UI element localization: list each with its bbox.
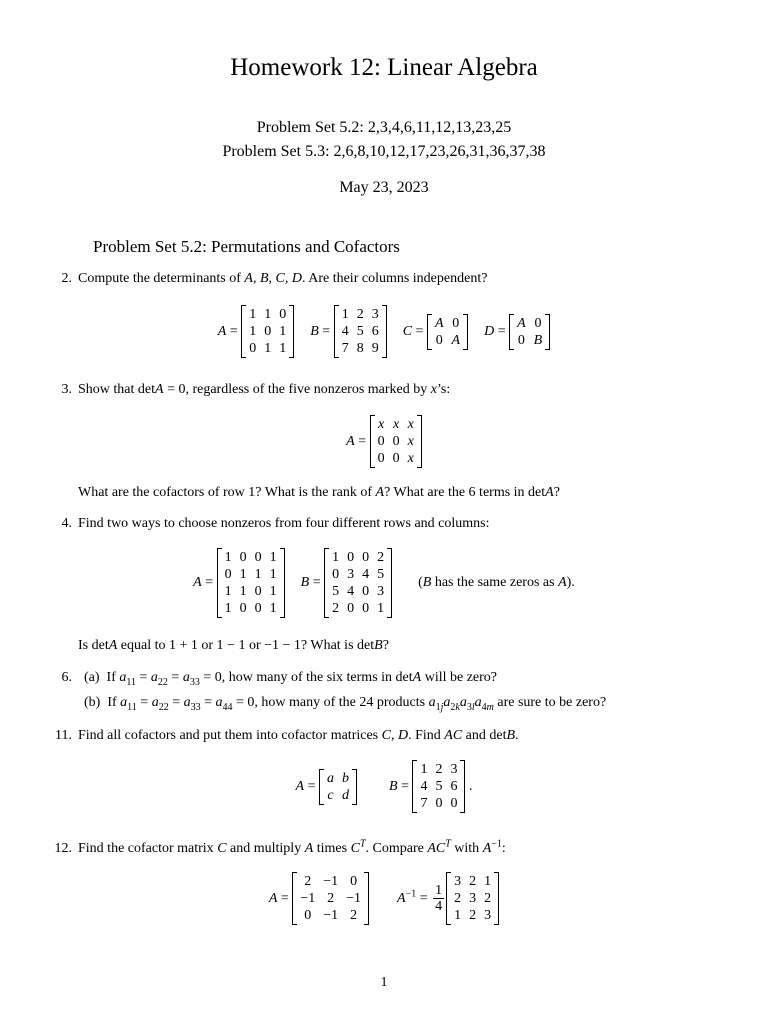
matrix-entry: 1 [484,874,492,889]
matrix-b-group: B = 1 2 3 4 5 6 7 0 0 . [389,762,473,811]
problem-text: Find all cofactors and put them into cofactor matrices C, D. Find AC and detB. [78,728,519,743]
matrix-entry: −1 [300,891,316,906]
problem-text: Compute the determinants of A, B, C, D. Are their columns independent? [78,271,488,286]
matrix-entry: 2 [435,762,443,777]
matrix-entry: 3 [377,584,385,599]
question-text: Is detA equal to 1 + 1 or 1 − 1 or −1 − 1? What is detB? [78,638,389,653]
matrix-entry: −1 [346,891,362,906]
matrix-c [427,314,468,350]
matrix-entry: d [342,787,349,803]
matrix-entry: 3 [484,908,492,923]
matrix-entry: −1 [323,874,339,889]
matrix-entry: 1 [269,584,277,599]
matrix-b-group: B = 1 2 3 4 5 6 7 8 9 [310,305,386,358]
matrix-d-group: D = A 0 0 B [484,314,550,350]
matrix-entry: 2 [350,908,358,923]
matrix-entry: 0 [239,601,247,616]
matrix-entry: 1 [377,601,385,616]
matrix-entry: 0 [362,584,370,599]
matrix-entry: 4 [420,779,428,794]
matrix-entry: 3 [371,307,379,322]
problem-set-53-list: Problem Set 5.3: 2,6,8,10,12,17,23,26,31,36,37,38 [222,143,546,160]
matrix-a-group: A = a b c d [296,769,357,805]
matrix-entry: 3 [469,891,477,906]
matrix-entry: 3 [450,762,458,777]
matrix-b [324,548,392,618]
matrix-b-group: B = 1 0 0 2 0 3 4 5 5 4 0 3 2 0 0 1 [301,548,392,618]
matrix-entry: x [407,451,414,466]
matrix-entry: 0 [254,550,262,565]
problem-number: 6. [61,670,72,685]
matrix-b [334,305,387,358]
matrix-b [412,760,465,813]
matrix-a-group: A = 1 1 0 1 0 1 0 1 1 [218,305,294,358]
matrix-entry: 0 [332,567,340,582]
matrix-entry: 0 [392,451,400,466]
page-number: 1 [380,975,388,990]
matrix-entry: c [327,787,334,803]
matrix-entry: 2 [356,307,364,322]
matrix-entry: x [407,417,414,432]
matrix-entry: 1 [249,307,257,322]
question-text: What are the cofactors of row 1? What is the rank of A? What are the 6 terms in detA? [78,485,560,500]
matrix-entry: 3 [454,874,462,889]
problem-12-matrices [0,872,768,925]
matrix-entry: 0 [264,324,272,339]
matrix-entry: 1 [341,307,349,322]
matrix-entry: 8 [356,341,364,356]
problem-4-note: (B has the same zeros as A). [418,575,575,590]
matrix-entry: 0 [517,332,525,348]
matrix-entry: A [451,332,461,348]
matrix-entry: 6 [450,779,458,794]
matrix-entry: 7 [420,796,428,811]
matrix-entry: 0 [347,601,355,616]
matrix-entry: 0 [350,874,358,889]
matrix-entry: 0 [392,434,400,449]
matrix-c-group: C = A 0 0 A [403,314,468,350]
date: May 23, 2023 [339,179,429,196]
matrix-entry: 1 [264,341,272,356]
matrix-entry: 7 [341,341,349,356]
matrix-entry: 2 [454,891,462,906]
matrix-entry: 0 [254,601,262,616]
problem-number: 4. [61,516,72,531]
part-a: (a) If $a_{11} = a_{22} = a_{33} = 0$, how many of the six terms in detA will be zero? [84,670,497,688]
matrix-entry: x [378,417,385,432]
matrix-entry: a [327,770,334,786]
matrix-entry: 1 [249,324,257,339]
matrix-entry: 4 [347,584,355,599]
matrix-entry: 2 [327,891,335,906]
matrix-entry: 0 [362,601,370,616]
matrix-a [319,769,357,805]
matrix-a-group: A = 2 −1 0 −1 2 −1 0 −1 2 [269,872,369,925]
matrix-entry: 0 [224,567,232,582]
matrix-entry: 0 [239,550,247,565]
matrix-d [509,314,550,350]
matrix-entry: 2 [332,601,340,616]
matrix-entry: 0 [304,908,312,923]
matrix-entry: 1 [420,762,428,777]
matrix-a [241,305,294,358]
matrix-entry: 0 [452,315,460,331]
matrix-entry: 1 [224,601,232,616]
matrix-entry: 1 [254,567,262,582]
matrix-entry: 1 [264,307,272,322]
matrix-entry: 0 [279,307,287,322]
matrix-entry: 1 [239,584,247,599]
problem-text: Show that detA = 0, regardless of the five nonzeros marked by x’s: [78,382,451,397]
matrix-entry: 5 [435,779,443,794]
matrix-a-group: A = x x x 0 0 x 0 0 x [346,415,422,468]
matrix-entry: 1 [279,341,287,356]
matrix-entry: 1 [279,324,287,339]
matrix-entry: 1 [269,567,277,582]
matrix-entry: 2 [484,891,492,906]
matrix-entry: 1 [269,601,277,616]
matrix-ainv [446,872,499,925]
matrix-entry: x [407,434,414,449]
matrix-entry: 5 [332,584,340,599]
matrix-entry: 1 [332,550,340,565]
matrix-entry: x [393,417,400,432]
matrix-a [370,415,422,468]
matrix-entry: 4 [362,567,370,582]
matrix-entry: A [517,315,526,331]
problem-text: Find the cofactor matrix C and multiply A times $C^T$. Compare $AC^T$ with $A^{-1}$: [78,838,506,856]
matrix-entry: B [533,332,543,348]
fraction: $\frac{1}{4}$ [435,883,443,914]
problem-2-matrices [0,305,768,358]
problem-number: 3. [61,382,72,397]
matrix-entry: 4 [341,324,349,339]
matrix-entry: 2 [377,550,385,565]
matrix-entry: 0 [435,796,443,811]
problem-number: 11. [55,728,72,743]
matrix-ainv-group: $A^{-1}$ = $\frac{1}{4}$ 3 2 1 2 3 2 1 2 3 [397,872,499,925]
matrix-entry: 9 [371,341,379,356]
matrix-entry: 0 [254,584,262,599]
matrix-entry: 0 [377,434,385,449]
matrix-entry: 3 [347,567,355,582]
matrix-entry: 1 [454,908,462,923]
matrix-entry: 1 [224,550,232,565]
page-title: Homework 12: Linear Algebra [230,54,538,81]
problem-11-matrices [0,760,768,813]
matrix-entry: 0 [435,332,443,348]
matrix-a [292,872,369,925]
problem-set-52-list: Problem Set 5.2: 2,3,4,6,11,12,13,23,25 [256,119,512,136]
section-title: Problem Set 5.2: Permutations and Cofactors [93,237,400,256]
matrix-entry: 1 [239,567,247,582]
matrix-entry: 6 [371,324,379,339]
matrix-entry: −1 [323,908,339,923]
matrix-entry: 0 [450,796,458,811]
matrix-entry: 2 [304,874,312,889]
matrix-entry: 2 [469,908,477,923]
part-b: (b) If $a_{11} = a_{22} = a_{33} = a_{44} = 0$, how many of the 24 products $a_{1j}a_{2k}a_{3l}a_{4m}$ are sure to be zero? [84,695,607,713]
matrix-entry: 0 [362,550,370,565]
matrix-entry: 0 [347,550,355,565]
matrix-entry: 0 [534,315,542,331]
matrix-entry: 1 [269,550,277,565]
problem-4-matrices [0,548,768,618]
matrix-entry: b [342,770,349,786]
matrix-entry: A [434,315,444,331]
matrix-entry: 5 [356,324,364,339]
matrix-entry: 2 [469,874,477,889]
matrix-entry: 0 [249,341,257,356]
matrix-entry: 5 [377,567,385,582]
problem-text: Find two ways to choose nonzeros from four different rows and columns: [78,516,490,531]
matrix-a [217,548,285,618]
problem-number: 2. [61,271,72,286]
matrix-entry: 0 [377,451,385,466]
matrix-entry: 1 [224,584,232,599]
problem-3-matrices [0,415,768,468]
matrix-a-group: A = 1 0 0 1 0 1 1 1 1 1 0 1 1 0 0 1 [193,548,284,618]
problem-number: 12. [54,841,72,856]
